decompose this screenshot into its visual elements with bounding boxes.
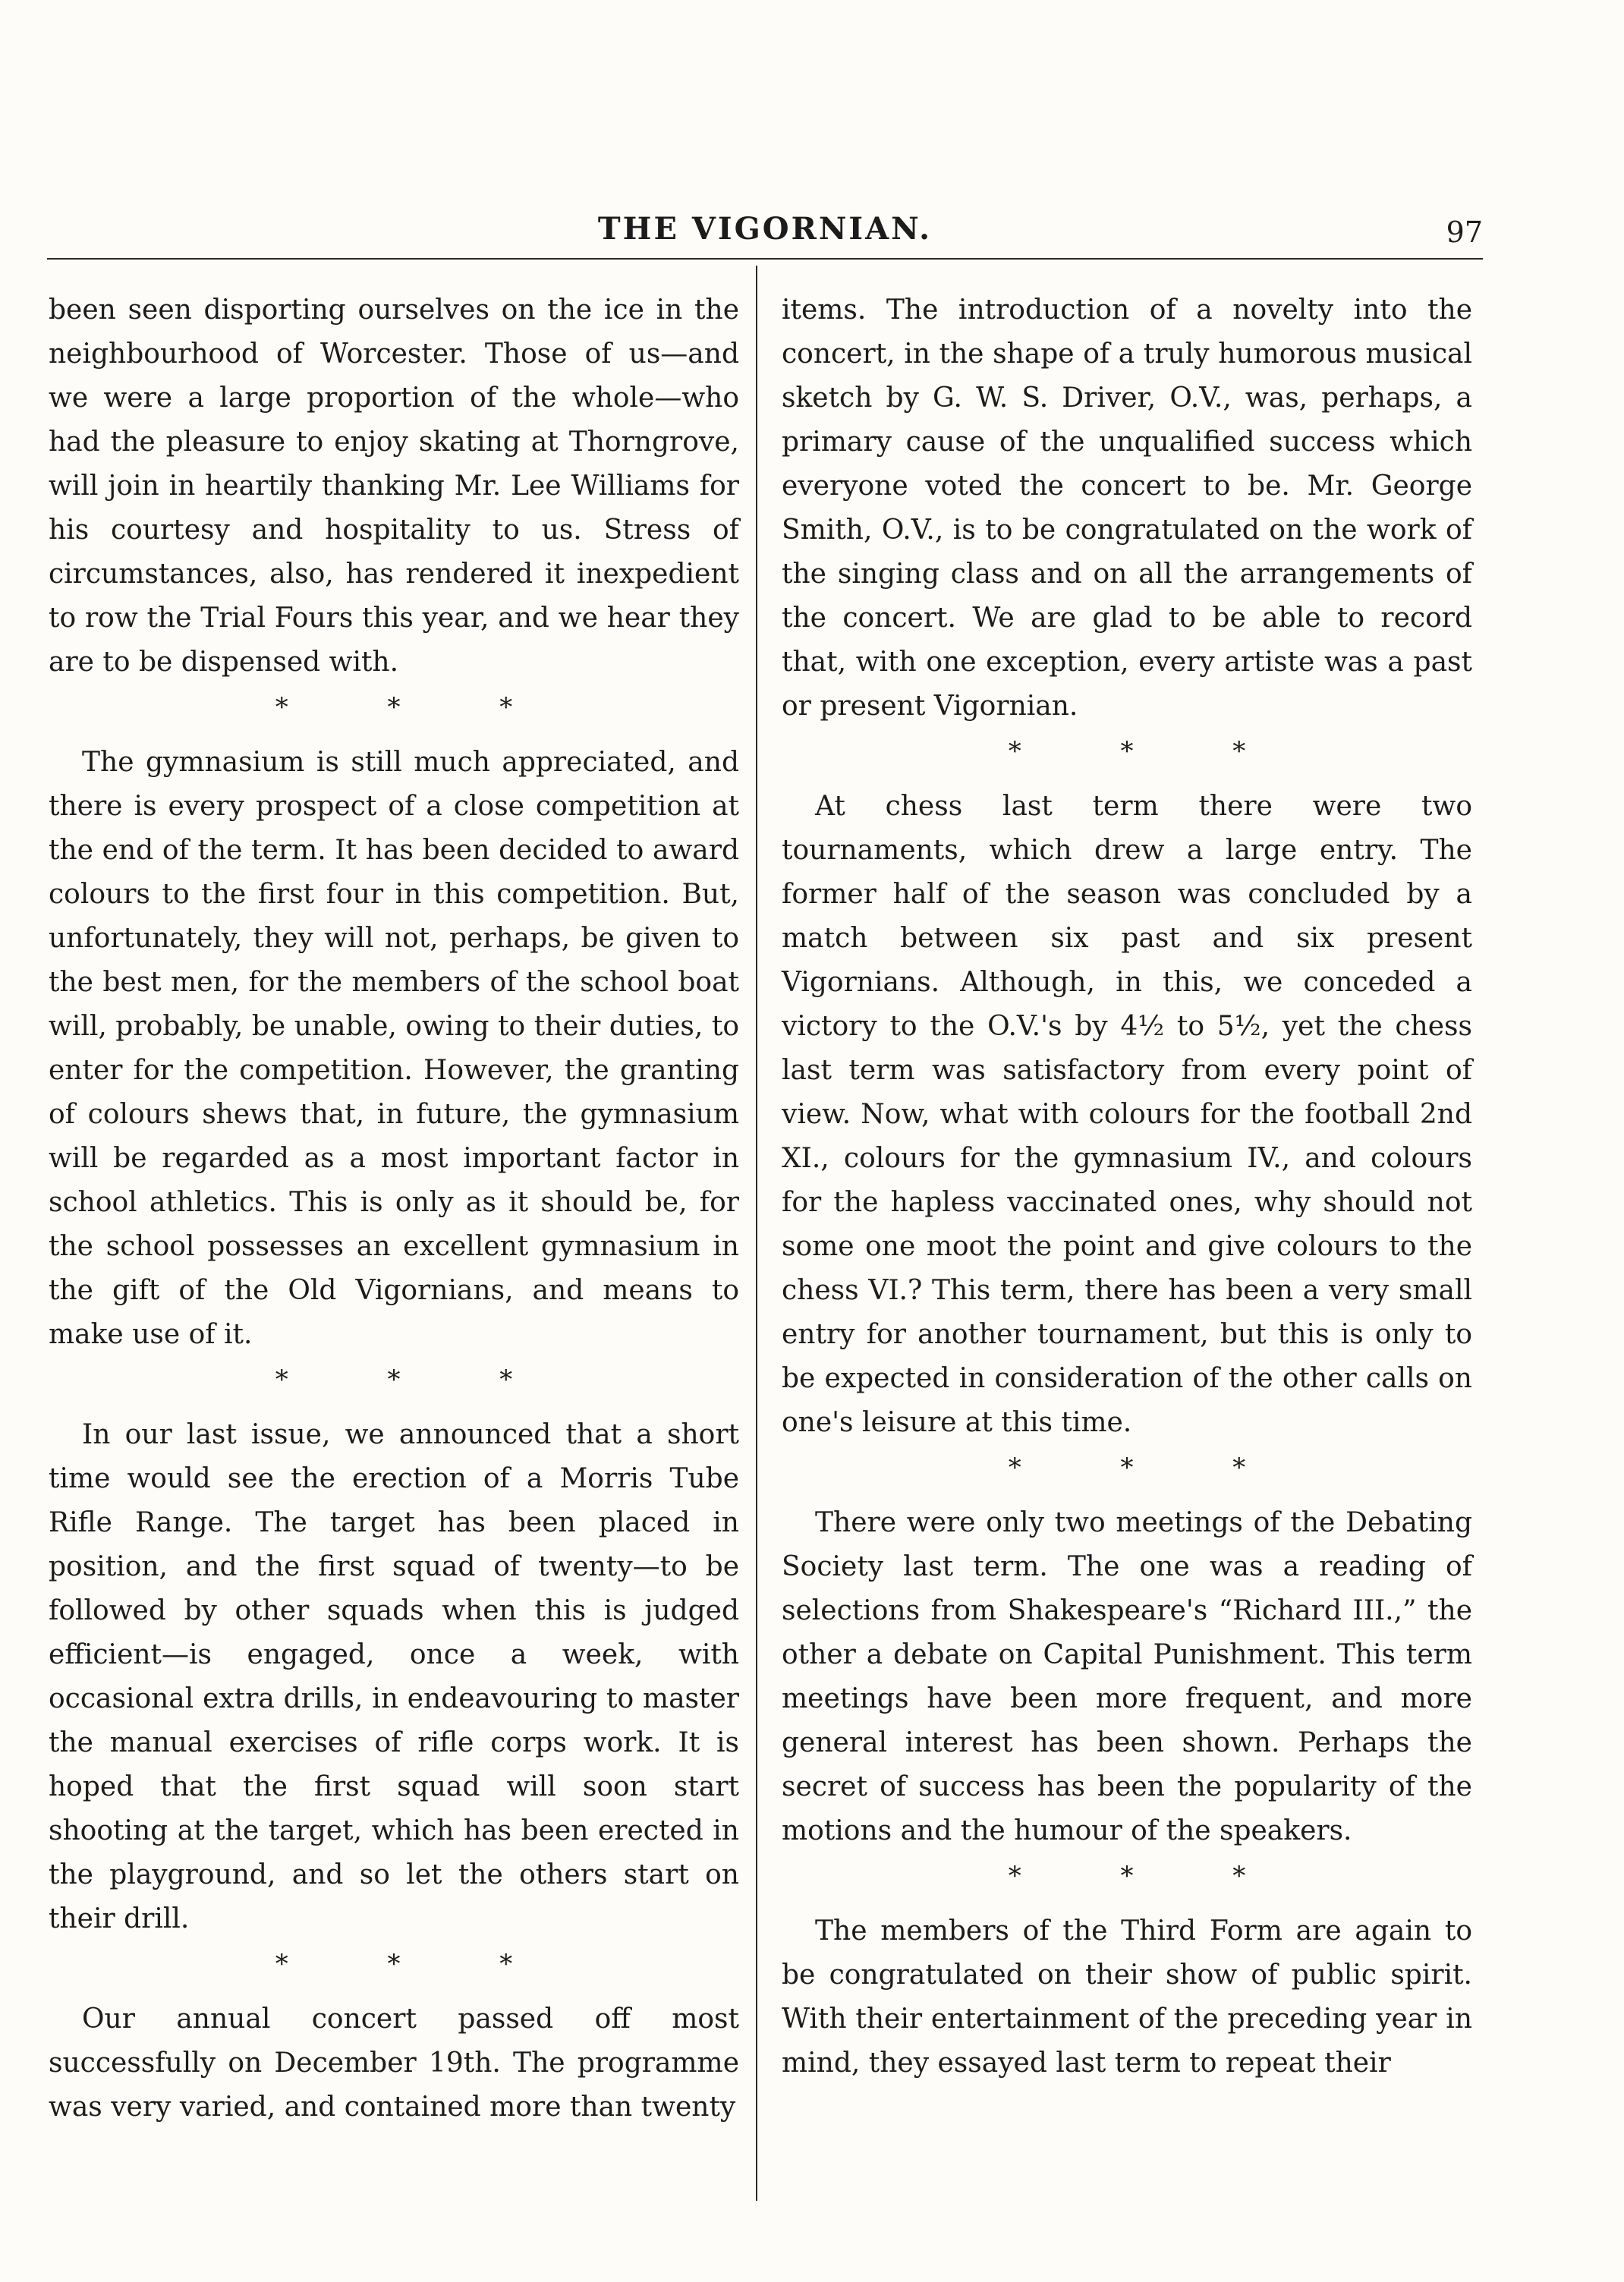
section-separator: * * * bbox=[1008, 1453, 1292, 1483]
page-header bbox=[47, 211, 1483, 257]
paragraph-concert: Our annual concert passed off most successfully on December 19th. The programme was very varied, and contained more than twenty bbox=[49, 2003, 739, 2123]
page-number: 97 bbox=[1446, 216, 1483, 249]
paragraph-concert-continued: items. The introduction of a novelty into the concert, in the shape of a truly humorous musical sketch by G. W. S. Driver, O.V., was, perhaps, a primary cause of the unqualified success which everyone voted the concert to be. Mr. George Smith, O.V., is to be congratulated on the work of the singing class and on all the arrangements of the concert. We are glad to be able to record that, with one exception, every artiste was a past or present Vigornian. bbox=[782, 294, 1472, 722]
right-column bbox=[782, 288, 1472, 2085]
section-separator: * * * bbox=[275, 1949, 559, 1979]
paragraph-rifle-range: In our last issue, we announced that a short time would see the erection of a Morris Tube Rifle Range. The target has been placed in position, and the first squad of twenty—to be followed by other squads when this is judged efficient—is engaged, once a week, with occasional extra drills, in endeavouring to master the manual exercises of rifle corps work. It is hoped that the first squad will soon start shooting at the target, which has been erected in the playground, and so let the others start on their drill. bbox=[49, 1419, 739, 1934]
paragraph-third-form: The members of the Third Form are again to be congratulated on their show of public spirit. With their entertainment of the preceding year in mind, they essayed last term to repeat their bbox=[782, 1915, 1472, 2079]
page-title: THE VIGORNIAN. bbox=[597, 211, 933, 247]
header-rule bbox=[47, 258, 1483, 260]
section-separator: * * * bbox=[275, 692, 559, 722]
paragraph-skating: been seen disporting ourselves on the ice in the neighbourhood of Worcester. Those of us—and we were a large proportion of the whole—who had the pleasure to enjoy skating at Thorngrove, will join in heartily thanking Mr. Lee Williams for his courtesy and hospitality to us. Stress of circumstances, also, has rendered it inexpedient to row the Trial Fours this year, and we hear they are to be dispensed with. bbox=[49, 294, 739, 678]
paragraph-gymnasium: The gymnasium is still much appreciated, and there is every prospect of a close competition at the end of the term. It has been decided to award colours to the first four in this competition. But, unfortunately, they will not, perhaps, be given to the best men, for the members of the school boat will, probably, be unable, owing to their duties, to enter for the competition. However, the granting of colours shews that, in future, the gymnasium will be regarded as a most important factor in school athletics. This is only as it should be, for the school possesses an excellent gymnasium in the gift of the Old Vigornians, and means to make use of it. bbox=[49, 747, 739, 1350]
left-column bbox=[49, 288, 739, 2129]
section-separator: * * * bbox=[275, 1364, 559, 1395]
paragraph-chess: At chess last term there were two tournaments, which drew a large entry. The former half of the season was concluded by a match between six past and six present Vigornians. Although, in this, we conceded a victory to the O.V.'s by 4½ to 5½, yet the chess last term was satisfactory from every point of view. Now, what with colours for the football 2nd XI., colours for the gymnasium IV., and colours for the hapless vaccinated ones, why should not some one moot the point and give colours to the chess VI.? This term, there has been a very small entry for another tournament, but this is only to be expected in consideration of the other calls on one's leisure at this time. bbox=[782, 791, 1472, 1438]
paragraph-debating-society: There were only two meetings of the Debating Society last term. The one was a reading of selections from Shakespeare's “Richard III.,” the other a debate on Capital Punishment. This term meetings have been more frequent, and more general interest has been shown. Perhaps the secret of success has been the popularity of the motions and the humour of the speakers. bbox=[782, 1507, 1472, 1846]
column-divider bbox=[756, 266, 757, 2201]
section-separator: * * * bbox=[1008, 736, 1292, 766]
section-separator: * * * bbox=[1008, 1861, 1292, 1891]
